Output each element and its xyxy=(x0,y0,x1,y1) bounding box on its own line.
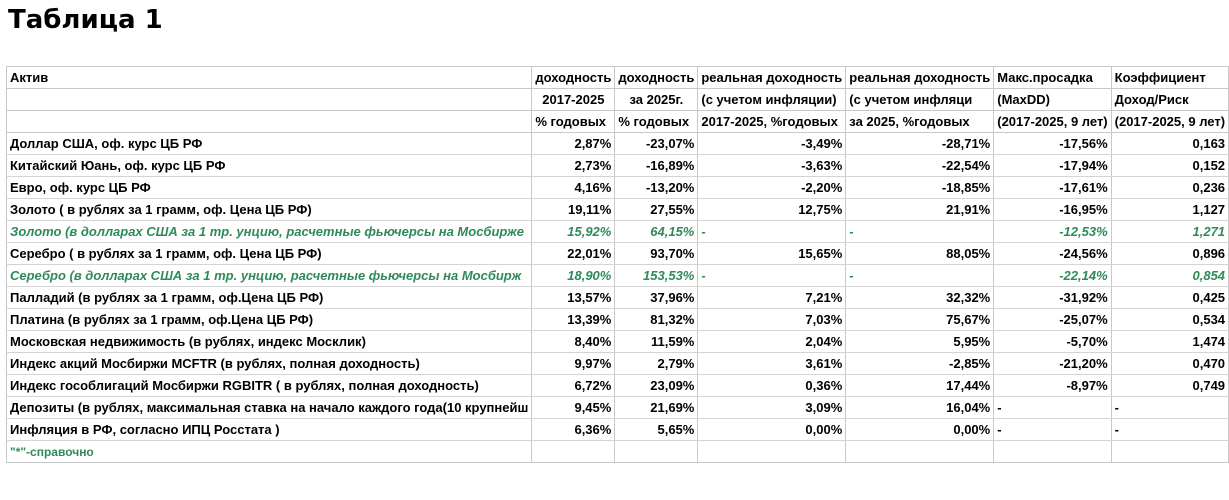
value-cell: 1,474 xyxy=(1111,331,1228,353)
value-cell: -24,56% xyxy=(994,243,1111,265)
footnote-row xyxy=(7,441,1229,463)
empty-cell xyxy=(615,441,698,463)
header-cell: за 2025, %годовых xyxy=(846,111,994,133)
table-row xyxy=(7,375,1229,397)
value-cell: 1,127 xyxy=(1111,199,1228,221)
asset-cell: Московская недвижимость (в рублях, индекс Москлик) xyxy=(7,331,532,353)
value-cell: 19,11% xyxy=(532,199,615,221)
header-cell: (2017-2025, 9 лет) xyxy=(994,111,1111,133)
value-cell: 0,152 xyxy=(1111,155,1228,177)
value-cell: - xyxy=(698,221,846,243)
header-cell: Коэффициент xyxy=(1111,67,1228,89)
value-cell: 0,896 xyxy=(1111,243,1228,265)
header-cell: реальная доходность xyxy=(698,67,846,89)
page-title: Таблица 1 xyxy=(8,5,163,35)
value-cell: -16,89% xyxy=(615,155,698,177)
header-cell: (MaxDD) xyxy=(994,89,1111,111)
value-cell: 13,57% xyxy=(532,287,615,309)
value-cell: 0,00% xyxy=(846,419,994,441)
header-cell: 2017-2025 xyxy=(532,89,615,111)
value-cell: 0,00% xyxy=(698,419,846,441)
asset-cell: Китайский Юань, оф. курс ЦБ РФ xyxy=(7,155,532,177)
value-cell: 5,95% xyxy=(846,331,994,353)
value-cell: 0,749 xyxy=(1111,375,1228,397)
asset-cell: Доллар США, оф. курс ЦБ РФ xyxy=(7,133,532,155)
table-row xyxy=(7,133,1229,155)
empty-cell xyxy=(698,441,846,463)
value-cell: 13,39% xyxy=(532,309,615,331)
value-cell: -3,49% xyxy=(698,133,846,155)
value-cell: 0,163 xyxy=(1111,133,1228,155)
empty-cell xyxy=(1111,441,1228,463)
value-cell: 2,79% xyxy=(615,353,698,375)
header-cell: за 2025г. xyxy=(615,89,698,111)
table-row xyxy=(7,397,1229,419)
header-cell: Доход/Риск xyxy=(1111,89,1228,111)
value-cell: - xyxy=(1111,419,1228,441)
value-cell: 37,96% xyxy=(615,287,698,309)
asset-cell: Палладий (в рублях за 1 грамм, оф.Цена ЦБ РФ) xyxy=(7,287,532,309)
table-row xyxy=(7,221,1229,243)
value-cell: 0,236 xyxy=(1111,177,1228,199)
value-cell: 32,32% xyxy=(846,287,994,309)
value-cell: -16,95% xyxy=(994,199,1111,221)
asset-cell: Евро, оф. курс ЦБ РФ xyxy=(7,177,532,199)
asset-cell: Индекс акций Мосбиржи MCFTR (в рублях, полная доходность) xyxy=(7,353,532,375)
value-cell: 6,72% xyxy=(532,375,615,397)
header-cell: доходность xyxy=(615,67,698,89)
value-cell: -5,70% xyxy=(994,331,1111,353)
value-cell: - xyxy=(1111,397,1228,419)
value-cell: - xyxy=(846,265,994,287)
value-cell: 2,04% xyxy=(698,331,846,353)
asset-cell: Золото ( в рублях за 1 грамм, оф. Цена ЦБ РФ) xyxy=(7,199,532,221)
asset-cell: Золото (в долларах США за 1 тр. унцию, расчетные фьючерсы на Мосбирже xyxy=(7,221,532,243)
table-row xyxy=(7,287,1229,309)
header-cell: % годовых xyxy=(615,111,698,133)
value-cell: -28,71% xyxy=(846,133,994,155)
value-cell: 0,534 xyxy=(1111,309,1228,331)
header-row-3 xyxy=(7,111,1229,133)
value-cell: -17,56% xyxy=(994,133,1111,155)
value-cell: 4,16% xyxy=(532,177,615,199)
data-table xyxy=(6,66,1229,463)
value-cell: -17,61% xyxy=(994,177,1111,199)
table-row xyxy=(7,309,1229,331)
value-cell: 81,32% xyxy=(615,309,698,331)
header-cell: Актив xyxy=(7,67,532,89)
table-row xyxy=(7,265,1229,287)
value-cell: 6,36% xyxy=(532,419,615,441)
value-cell: 7,21% xyxy=(698,287,846,309)
value-cell: 9,45% xyxy=(532,397,615,419)
value-cell: 17,44% xyxy=(846,375,994,397)
value-cell: 0,854 xyxy=(1111,265,1228,287)
value-cell: 15,65% xyxy=(698,243,846,265)
value-cell: - xyxy=(698,265,846,287)
header-cell xyxy=(7,111,532,133)
value-cell: 1,271 xyxy=(1111,221,1228,243)
value-cell: 153,53% xyxy=(615,265,698,287)
value-cell: -2,20% xyxy=(698,177,846,199)
value-cell: 0,470 xyxy=(1111,353,1228,375)
value-cell: 18,90% xyxy=(532,265,615,287)
header-row-1 xyxy=(7,67,1229,89)
value-cell: 23,09% xyxy=(615,375,698,397)
footnote: "*"-справочно xyxy=(7,441,532,463)
table-row xyxy=(7,199,1229,221)
value-cell: 64,15% xyxy=(615,221,698,243)
header-cell: (2017-2025, 9 лет) xyxy=(1111,111,1228,133)
table-row xyxy=(7,243,1229,265)
value-cell: 3,61% xyxy=(698,353,846,375)
value-cell: 16,04% xyxy=(846,397,994,419)
value-cell: 93,70% xyxy=(615,243,698,265)
value-cell: -22,54% xyxy=(846,155,994,177)
asset-cell: Депозиты (в рублях, максимальная ставка на начало каждого года(10 крупнейш xyxy=(7,397,532,419)
value-cell: 15,92% xyxy=(532,221,615,243)
value-cell: 22,01% xyxy=(532,243,615,265)
value-cell: - xyxy=(846,221,994,243)
value-cell: 27,55% xyxy=(615,199,698,221)
value-cell: 75,67% xyxy=(846,309,994,331)
value-cell: 7,03% xyxy=(698,309,846,331)
asset-cell: Серебро ( в рублях за 1 грамм, оф. Цена ЦБ РФ) xyxy=(7,243,532,265)
value-cell: 3,09% xyxy=(698,397,846,419)
value-cell: -22,14% xyxy=(994,265,1111,287)
value-cell: -8,97% xyxy=(994,375,1111,397)
header-row-2 xyxy=(7,89,1229,111)
asset-cell: Серебро (в долларах США за 1 тр. унцию, расчетные фьючерсы на Мосбирж xyxy=(7,265,532,287)
value-cell: -31,92% xyxy=(994,287,1111,309)
empty-cell xyxy=(846,441,994,463)
value-cell: 88,05% xyxy=(846,243,994,265)
value-cell: -3,63% xyxy=(698,155,846,177)
header-cell: 2017-2025, %годовых xyxy=(698,111,846,133)
value-cell: 0,425 xyxy=(1111,287,1228,309)
table-row xyxy=(7,177,1229,199)
value-cell: -12,53% xyxy=(994,221,1111,243)
value-cell: -2,85% xyxy=(846,353,994,375)
table-row xyxy=(7,419,1229,441)
header-cell: % годовых xyxy=(532,111,615,133)
value-cell: -17,94% xyxy=(994,155,1111,177)
table-row xyxy=(7,353,1229,375)
value-cell: 0,36% xyxy=(698,375,846,397)
value-cell: -13,20% xyxy=(615,177,698,199)
empty-cell xyxy=(994,441,1111,463)
empty-cell xyxy=(532,441,615,463)
value-cell: 21,69% xyxy=(615,397,698,419)
header-cell: (с учетом инфляци xyxy=(846,89,994,111)
value-cell: 9,97% xyxy=(532,353,615,375)
header-cell: Макс.просадка xyxy=(994,67,1111,89)
value-cell: -25,07% xyxy=(994,309,1111,331)
value-cell: 2,73% xyxy=(532,155,615,177)
table-row xyxy=(7,331,1229,353)
value-cell: 21,91% xyxy=(846,199,994,221)
header-cell: реальная доходность xyxy=(846,67,994,89)
value-cell: 2,87% xyxy=(532,133,615,155)
value-cell: -18,85% xyxy=(846,177,994,199)
header-cell: доходность xyxy=(532,67,615,89)
value-cell: 5,65% xyxy=(615,419,698,441)
asset-cell: Платина (в рублях за 1 грамм, оф.Цена ЦБ РФ) xyxy=(7,309,532,331)
value-cell: 11,59% xyxy=(615,331,698,353)
header-cell: (с учетом инфляции) xyxy=(698,89,846,111)
value-cell: - xyxy=(994,397,1111,419)
asset-cell: Инфляция в РФ, согласно ИПЦ Росстата ) xyxy=(7,419,532,441)
value-cell: 12,75% xyxy=(698,199,846,221)
value-cell: - xyxy=(994,419,1111,441)
value-cell: -23,07% xyxy=(615,133,698,155)
asset-cell: Индекс гособлигаций Мосбиржи RGBITR ( в рублях, полная доходность) xyxy=(7,375,532,397)
value-cell: -21,20% xyxy=(994,353,1111,375)
value-cell: 8,40% xyxy=(532,331,615,353)
header-cell xyxy=(7,89,532,111)
table-row xyxy=(7,155,1229,177)
